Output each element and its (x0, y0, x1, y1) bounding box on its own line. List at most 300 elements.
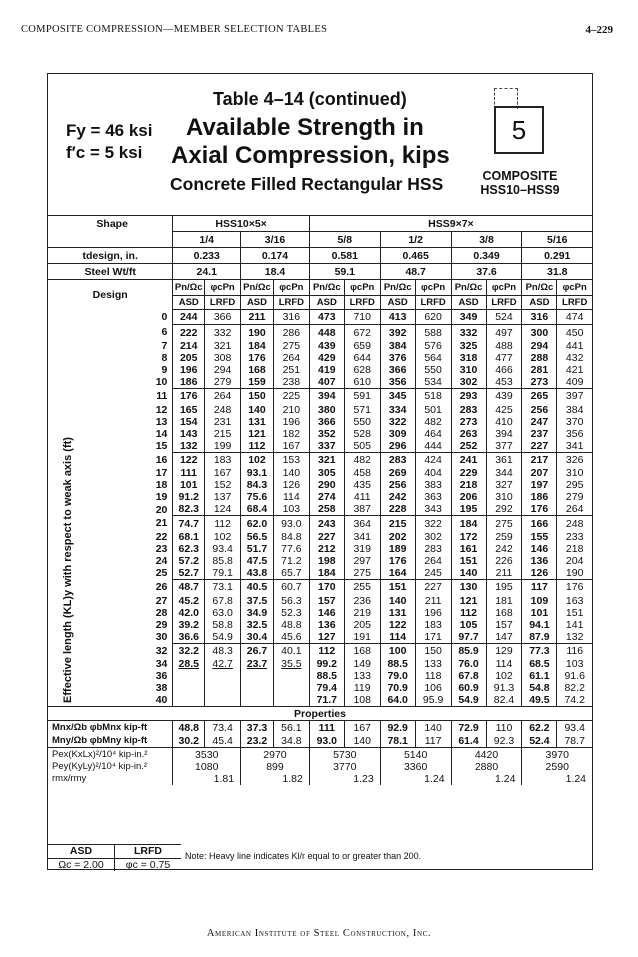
page-footer: American Institute of Steel Construction, Inc. (206, 928, 432, 939)
strength-value: 518 (415, 388, 451, 403)
phi-value: φc = 0.75 (125, 859, 171, 871)
fc-label: f′c = 5 ksi (66, 143, 143, 162)
strength-value: 620 (415, 310, 451, 325)
strength-value: 39.2 (173, 619, 205, 631)
strength-value: 101 (522, 607, 557, 619)
strength-value: 273 (451, 416, 486, 428)
strength-value: 119 (344, 682, 380, 694)
table-subtitle: Concrete Filled Rectangular HSS (170, 174, 444, 194)
axis-spacer (48, 310, 139, 325)
strength-value: 384 (557, 404, 592, 416)
strength-value: 424 (415, 452, 451, 467)
strength-value: 710 (344, 310, 380, 325)
strength-value: 275 (273, 340, 309, 352)
strength-value: 45.6 (273, 631, 309, 644)
lrfd-header: LRFD (344, 296, 380, 310)
strength-value: 114 (486, 658, 522, 670)
strength-value: 140 (273, 467, 309, 479)
pex-value: 5140 (380, 748, 451, 761)
strength-value: 322 (380, 416, 415, 428)
strength-value: 432 (557, 352, 592, 364)
strength-value: 168 (241, 364, 274, 376)
length-value: 14 (155, 427, 168, 440)
strength-value: 305 (309, 467, 344, 479)
strength-value: 136 (522, 555, 557, 567)
strength-value: 88.5 (380, 658, 415, 670)
strength-value: 273 (522, 376, 557, 389)
table-row (48, 619, 592, 631)
strength-value: 129 (486, 643, 522, 658)
strength-value: 244 (173, 310, 205, 325)
strength-value: 196 (273, 416, 309, 428)
strength-value: 106 (415, 682, 451, 694)
mny-row (48, 735, 592, 748)
length-value: 36 (155, 670, 168, 683)
strength-value: 410 (486, 416, 522, 428)
strength-value: 73.1 (205, 579, 241, 594)
strength-value: 126 (273, 479, 309, 491)
weight-value: 31.8 (522, 264, 592, 280)
thickness-value: 3/8 (451, 232, 522, 248)
lrfd-header: LRFD (415, 296, 451, 310)
strength-value (205, 682, 241, 694)
strength-value: 214 (173, 340, 205, 352)
strength-value: 326 (557, 452, 592, 467)
table-row (48, 503, 592, 516)
table-row (48, 467, 592, 479)
shape-name: HSS9×7× (309, 216, 592, 232)
strength-value: 591 (344, 388, 380, 403)
pn-lrfd-header: φcPn (344, 280, 380, 296)
strength-value: 176 (173, 388, 205, 403)
length-value: 11 (156, 389, 168, 402)
weight-value: 37.6 (451, 264, 522, 280)
pex-value: 2970 (241, 748, 310, 761)
strength-value: 242 (380, 491, 415, 503)
strength-value: 49.5 (522, 694, 557, 707)
strength-value: 294 (522, 340, 557, 352)
strength-value: 84.3 (241, 479, 274, 491)
strength-value: 229 (451, 467, 486, 479)
mnx-value: 110 (486, 721, 522, 735)
strength-value: 93.4 (205, 543, 241, 555)
axis-spacer (48, 352, 139, 364)
strength-value (241, 694, 274, 707)
strength-value: 397 (557, 388, 592, 403)
table-row (48, 352, 592, 364)
table-row (48, 452, 592, 467)
strength-value: 102 (241, 452, 274, 467)
design-label: Design (48, 280, 173, 310)
strength-value: 157 (309, 595, 344, 607)
strength-value: 56.5 (241, 531, 274, 543)
strength-value: 215 (205, 428, 241, 440)
strength-value: 146 (309, 607, 344, 619)
strength-value: 466 (486, 364, 522, 376)
strength-value: 76.0 (451, 658, 486, 670)
strength-value: 343 (415, 503, 451, 516)
strength-value: 181 (486, 595, 522, 607)
pn-asd-header: Pn/Ωc (380, 280, 415, 296)
strength-value: 91.2 (173, 491, 205, 503)
strength-value (273, 670, 309, 682)
strength-value: 166 (522, 516, 557, 531)
mnx-value: 93.4 (557, 721, 592, 735)
strength-value: 195 (486, 579, 522, 594)
mnx-row (48, 721, 592, 735)
strength-value: 190 (557, 567, 592, 580)
strength-value: 628 (344, 364, 380, 376)
strength-value: 121 (241, 428, 274, 440)
mnx-value: 92.9 (380, 721, 415, 735)
strength-value: 297 (344, 555, 380, 567)
strength-table (48, 215, 592, 785)
strength-value: 384 (380, 340, 415, 352)
strength-value (173, 694, 205, 707)
strength-value: 474 (557, 310, 592, 325)
strength-value: 136 (309, 619, 344, 631)
table-note: Note: Heavy line indicates Kl/r equal to or greater than 200. (185, 851, 422, 861)
strength-value: 225 (273, 388, 309, 403)
composite-label (468, 169, 572, 197)
strength-value: 111 (173, 467, 205, 479)
strength-value: 219 (344, 607, 380, 619)
strength-value: 366 (380, 364, 415, 376)
strength-value: 394 (486, 428, 522, 440)
strength-value: 265 (522, 388, 557, 403)
strength-value: 116 (557, 643, 592, 658)
material-properties (66, 120, 152, 164)
strength-value: 60.7 (273, 579, 309, 594)
pey-value: 3360 (380, 761, 451, 773)
omega-value: Ωc = 2.00 (48, 859, 115, 871)
strength-value: 112 (451, 607, 486, 619)
strength-value: 167 (205, 467, 241, 479)
strength-value: 54.8 (522, 682, 557, 694)
pn-lrfd-header: φcPn (486, 280, 522, 296)
strength-value: 132 (173, 440, 205, 453)
strength-value: 269 (380, 467, 415, 479)
strength-value: 105 (451, 619, 486, 631)
pn-lrfd-header: φcPn (415, 280, 451, 296)
strength-value: 205 (173, 352, 205, 364)
strength-value: 133 (415, 658, 451, 670)
strength-value: 82.2 (557, 682, 592, 694)
table-row (48, 364, 592, 376)
strength-value: 101 (173, 479, 205, 491)
mnx-value: 37.3 (241, 721, 274, 735)
strength-value: 309 (380, 428, 415, 440)
strength-value: 387 (344, 503, 380, 516)
strength-value: 256 (522, 404, 557, 416)
strength-value: 550 (415, 364, 451, 376)
table-row (48, 670, 592, 682)
table-row (48, 416, 592, 428)
r-value: 1.81 (173, 773, 241, 785)
table-row (48, 491, 592, 503)
strength-value: 88.5 (309, 670, 344, 682)
length-value: 24 (155, 554, 168, 567)
strength-value (173, 682, 205, 694)
strength-value: 130 (451, 579, 486, 594)
strength-value: 264 (557, 503, 592, 516)
strength-value: 68.5 (522, 658, 557, 670)
strength-value: 32.5 (241, 619, 274, 631)
strength-value: 231 (205, 416, 241, 428)
r-value: 1.24 (522, 773, 592, 785)
pn-asd-header: Pn/Ωc (309, 280, 344, 296)
strength-value: 218 (557, 543, 592, 555)
strength-value: 236 (344, 595, 380, 607)
strength-value: 140 (241, 404, 274, 416)
strength-value (273, 682, 309, 694)
strength-value: 672 (344, 325, 380, 340)
strength-value: 140 (380, 595, 415, 607)
axis-spacer (48, 404, 139, 416)
strength-value: 332 (205, 325, 241, 340)
strength-value: 243 (309, 516, 344, 531)
pn-asd-header: Pn/Ωc (522, 280, 557, 296)
length-value: 13 (155, 415, 168, 428)
strength-value: 488 (486, 340, 522, 352)
table-row (48, 567, 592, 580)
pey-label: Pey(KyLy)²/10⁴ kip-in.² (52, 760, 148, 772)
strength-value: 275 (344, 567, 380, 580)
strength-value: 43.8 (241, 567, 274, 580)
spacer (48, 232, 173, 248)
table-row (48, 643, 592, 658)
strength-value: 505 (344, 440, 380, 453)
strength-value: 205 (344, 619, 380, 631)
strength-value: 332 (451, 325, 486, 340)
table-row (48, 404, 592, 416)
lrfd-label: LRFD (134, 845, 162, 857)
strength-value: 450 (557, 325, 592, 340)
tdesign-value: 0.465 (380, 248, 451, 264)
length-value: 15 (155, 439, 168, 452)
pey-value: 899 (241, 761, 310, 773)
mny-label: Mny/Ωb φbMny kip-ft (52, 735, 148, 747)
pn-lrfd-header: φcPn (205, 280, 241, 296)
strength-value: 295 (557, 479, 592, 491)
strength-value: 40.1 (273, 643, 309, 658)
strength-value: 95.9 (415, 694, 451, 707)
strength-value: 186 (522, 491, 557, 503)
composite-word: COMPOSITE (482, 169, 558, 183)
strength-value: 226 (486, 555, 522, 567)
strength-value: 204 (557, 555, 592, 567)
weight-value: 18.4 (241, 264, 310, 280)
strength-value: 112 (205, 516, 241, 531)
strength-value: 206 (451, 491, 486, 503)
strength-value: 264 (415, 555, 451, 567)
strength-value: 184 (451, 516, 486, 531)
strength-value: 404 (415, 467, 451, 479)
length-value: 30 (155, 630, 168, 643)
strength-value: 62.0 (241, 516, 274, 531)
pey-value: 2880 (451, 761, 522, 773)
strength-value: 409 (557, 376, 592, 389)
strength-value: 251 (273, 364, 309, 376)
length-value: 0 (161, 311, 168, 324)
strength-value: 67.8 (205, 595, 241, 607)
asd-header: ASD (380, 296, 415, 310)
strength-value: 429 (309, 352, 344, 364)
strength-value: 453 (486, 376, 522, 389)
strength-value: 122 (173, 452, 205, 467)
strength-value: 68.4 (241, 503, 274, 516)
axis-spacer (48, 388, 139, 403)
strength-value: 366 (205, 310, 241, 325)
lrfd-header: LRFD (557, 296, 592, 310)
strength-value: 140 (451, 567, 486, 580)
pey-value: 2590 (522, 761, 592, 773)
table-frame (47, 73, 593, 870)
length-value: 28 (155, 606, 168, 619)
strength-value: 91.6 (557, 670, 592, 682)
pn-asd-header: Pn/Ωc (241, 280, 274, 296)
section-badge: 5 (494, 106, 544, 154)
properties-row (48, 707, 592, 721)
tdesign-row (48, 248, 592, 264)
pex-value: 3970 (522, 748, 592, 761)
strength-value: 196 (173, 364, 205, 376)
strength-value: 157 (486, 619, 522, 631)
length-value: 26 (155, 581, 168, 594)
strength-value: 56.3 (273, 595, 309, 607)
strength-value: 227 (522, 440, 557, 453)
strength-value: 228 (380, 503, 415, 516)
strength-value: 151 (451, 555, 486, 567)
strength-value: 441 (557, 340, 592, 352)
strength-value: 176 (522, 503, 557, 516)
table-row (48, 555, 592, 567)
strength-value: 394 (309, 388, 344, 403)
table-row (48, 310, 592, 325)
strength-value: 34.9 (241, 607, 274, 619)
mny-value: 93.0 (309, 735, 344, 748)
fy-label: Fy = 46 ksi (66, 121, 153, 140)
axis-label: Effective length (KL)y with respect to weak axis (ft) (62, 437, 74, 703)
strength-value: 100 (380, 643, 415, 658)
mny-value: 52.4 (522, 735, 557, 748)
pey-value: 3770 (309, 761, 380, 773)
length-value: 22 (155, 530, 168, 543)
asd-header: ASD (241, 296, 274, 310)
pey-value: 1080 (173, 761, 241, 773)
strength-value (205, 694, 241, 707)
strength-value: 318 (451, 352, 486, 364)
thickness-value: 5/8 (309, 232, 380, 248)
strength-value: 190 (241, 325, 274, 340)
pn-row (48, 280, 592, 296)
strength-value: 71.7 (309, 694, 344, 707)
weight-value: 59.1 (309, 264, 380, 280)
strength-value: 363 (415, 491, 451, 503)
asd-header: ASD (451, 296, 486, 310)
thickness-row (48, 232, 592, 248)
strength-value: 54.9 (451, 694, 486, 707)
mny-value: 61.4 (451, 735, 486, 748)
tdesign-value: 0.349 (451, 248, 522, 264)
strength-value: 252 (451, 440, 486, 453)
mny-value: 78.7 (557, 735, 592, 748)
strength-value: 64.0 (380, 694, 415, 707)
strength-value: 65.7 (273, 567, 309, 580)
strength-value: 77.3 (522, 643, 557, 658)
mnx-value: 73.4 (205, 721, 241, 735)
strength-value: 74.7 (173, 516, 205, 531)
strength-value: 52.3 (273, 607, 309, 619)
axis-spacer (48, 340, 139, 352)
strength-value: 356 (380, 376, 415, 389)
length-value: 12 (155, 403, 168, 416)
page-header-left: COMPOSITE COMPRESSION—MEMBER SELECTION TABLES (21, 24, 328, 35)
axis-spacer (48, 376, 139, 389)
strength-value: 48.7 (173, 579, 205, 594)
strength-value: 84.8 (273, 531, 309, 543)
strength-value: 292 (486, 503, 522, 516)
strength-value: 211 (241, 310, 274, 325)
strength-value: 319 (344, 543, 380, 555)
table-row (48, 516, 592, 531)
strength-value: 176 (557, 579, 592, 594)
strength-value: 91.3 (486, 682, 522, 694)
table-row (48, 325, 592, 340)
hss-range: HSS10–HSS9 (480, 183, 560, 197)
length-value: 10 (155, 376, 168, 389)
strength-value: 435 (344, 479, 380, 491)
strength-value: 102 (486, 670, 522, 682)
strength-value: 571 (344, 404, 380, 416)
strength-value (273, 694, 309, 707)
r-value: 1.24 (451, 773, 522, 785)
strength-value: 163 (557, 595, 592, 607)
strength-value: 444 (415, 440, 451, 453)
strength-value: 176 (241, 352, 274, 364)
strength-value: 74.2 (557, 694, 592, 707)
strength-value: 241 (451, 452, 486, 467)
strength-value: 337 (309, 440, 344, 453)
strength-value: 159 (241, 376, 274, 389)
strength-value: 172 (451, 531, 486, 543)
strength-value: 258 (309, 503, 344, 516)
strength-value: 85.8 (205, 555, 241, 567)
strength-value: 341 (557, 440, 592, 453)
table-number: Table 4–14 (continued) (213, 89, 407, 109)
strength-value: 274 (309, 491, 344, 503)
mnx-value: 56.1 (273, 721, 309, 735)
thickness-value: 5/16 (522, 232, 592, 248)
asd-header: ASD (309, 296, 344, 310)
strength-value: 327 (486, 479, 522, 491)
mny-value: 45.4 (205, 735, 241, 748)
strength-value: 345 (380, 388, 415, 403)
mnx-value: 140 (415, 721, 451, 735)
table-row (48, 440, 592, 453)
strength-value: 286 (273, 325, 309, 340)
strength-value: 195 (451, 503, 486, 516)
pex-label: Pex(KxLx)²/10⁴ kip-in.² (48, 748, 173, 761)
strength-value: 659 (344, 340, 380, 352)
strength-value: 310 (451, 364, 486, 376)
tdesign-value: 0.581 (309, 248, 380, 264)
pn-lrfd-header: φcPn (273, 280, 309, 296)
weight-value: 48.7 (380, 264, 451, 280)
length-value: 7 (161, 339, 168, 352)
strength-value: 259 (486, 531, 522, 543)
strength-value: 283 (415, 543, 451, 555)
